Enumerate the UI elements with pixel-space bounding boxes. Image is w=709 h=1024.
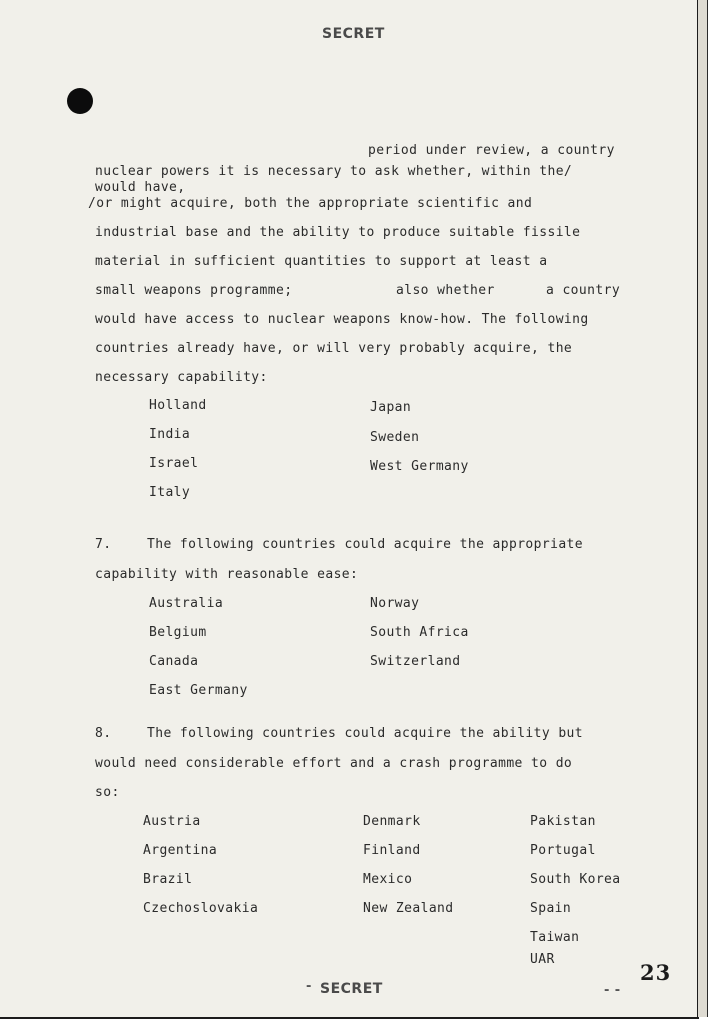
body-line: countries already have, or will very probably acquire, the [95, 341, 573, 356]
country-name: Australia [149, 596, 224, 611]
country-name: Switzerland [370, 654, 461, 669]
body-line: would have access to nuclear weapons know-how. The following [95, 312, 589, 327]
country-name: India [149, 427, 191, 442]
country-name: East Germany [149, 683, 248, 698]
country-name: Norway [370, 596, 420, 611]
country-name: UAR [530, 952, 555, 967]
page-number: 23 [640, 960, 672, 985]
body-line: The following countries could acquire the ability but [147, 726, 584, 741]
country-name: South Africa [370, 625, 469, 640]
body-line: small weapons programme; [95, 283, 293, 298]
body-line: also whether [396, 283, 495, 298]
paragraph-number: 8. [95, 726, 112, 741]
country-name: Czechoslovakia [143, 901, 259, 916]
country-name: Finland [363, 843, 421, 858]
country-name: Brazil [143, 872, 193, 887]
country-name: South Korea [530, 872, 621, 887]
footer-right-mark: - - [604, 983, 621, 998]
body-line: would need considerable effort and a crash programme to do [95, 756, 573, 771]
country-name: Austria [143, 814, 201, 829]
body-line: The following countries could acquire the appropriate [147, 537, 584, 552]
body-line: so: [95, 785, 120, 800]
classification-header: SECRET [322, 26, 385, 42]
inserted-text: period under review, a country [368, 143, 615, 158]
country-name: Holland [149, 398, 207, 413]
country-name: Sweden [370, 430, 420, 445]
classification-footer: SECRET [320, 981, 383, 997]
footer-left-mark: - [306, 979, 312, 994]
country-name: Belgium [149, 625, 207, 640]
body-line: necessary capability: [95, 370, 268, 385]
country-name: Canada [149, 654, 199, 669]
paragraph-number: 7. [95, 537, 112, 552]
country-name: Spain [530, 901, 572, 916]
body-line: /or might acquire, both the appropriate scientific and [88, 196, 533, 211]
body-line: industrial base and the ability to produce suitable fissile [95, 225, 581, 240]
body-line: material in sufficient quantities to support at least a [95, 254, 548, 269]
punch-hole [67, 88, 93, 114]
country-name: Italy [149, 485, 191, 500]
country-name: Argentina [143, 843, 218, 858]
body-line: a country [546, 283, 621, 298]
country-name: Taiwan [530, 930, 580, 945]
country-name: Mexico [363, 872, 413, 887]
body-line: capability with reasonable ease: [95, 567, 359, 582]
body-line: would have, [95, 180, 186, 195]
country-name: Denmark [363, 814, 421, 829]
body-line: nuclear powers it is necessary to ask whether, within the/ [95, 164, 573, 179]
country-name: Portugal [530, 843, 596, 858]
country-name: Pakistan [530, 814, 596, 829]
country-name: West Germany [370, 459, 469, 474]
country-name: Israel [149, 456, 199, 471]
country-name: Japan [370, 400, 412, 415]
country-name: New Zealand [363, 901, 454, 916]
